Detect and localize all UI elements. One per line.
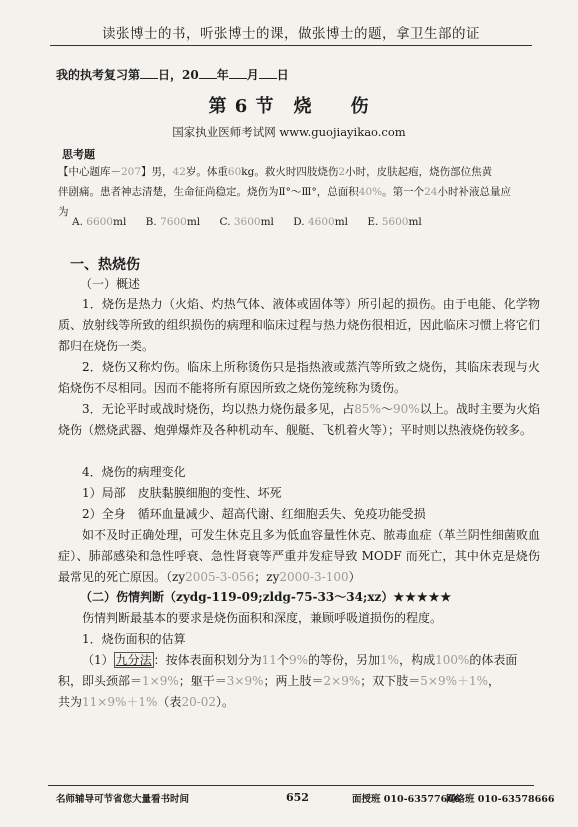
q-text-part: kg。救火时四肢烧伤 <box>241 166 339 178</box>
q-area: 40% <box>358 186 383 198</box>
judge-refs: （zydg-119-09;zldg-75-33～34;xz） <box>164 590 394 604</box>
p8-num: 5×9%＋1% <box>420 674 489 688</box>
p8-num: 1% <box>380 653 400 667</box>
p8-part: 的体表面 <box>469 653 518 667</box>
paragraph-4-local: 1）局部 皮肤黏膜细胞的变性、坏死 <box>82 486 282 500</box>
paragraph-1: 1．烧伤是热力（火焰、灼热气体、液体或固体等）所引起的损伤。由于电能、化学物质、放射线等所致的组织损伤的病理和临床过程与热力烧伤很相近，因此临床习惯上将它们都归在烧伤一类。 <box>58 297 540 353</box>
paragraph-2: 2．烧伤又称灼伤。临床上所称烫伤只是指热液或蒸汽等所致之烧伤，其临床表现与火焰烧伤不尽相同。因而不能将所有原因所致之烧伤笼统称为烫伤。 <box>58 360 540 395</box>
p5-part: ；zy <box>254 570 280 584</box>
p5-ref1: 2005-3-056 <box>185 570 255 584</box>
study-text-5: 日 <box>276 68 289 82</box>
q-first-hours: 24 <box>424 186 438 198</box>
p8-part: 共为 <box>58 695 83 709</box>
q-text-part: 为 <box>58 206 69 218</box>
study-text-1: 我的执考复习第 <box>56 68 141 82</box>
blank-month <box>229 68 247 79</box>
paragraph-7: 1．烧伤面积的估算 <box>82 632 186 646</box>
q-text-part: 】男， <box>141 166 173 178</box>
q-text-part: 。第一个 <box>382 186 425 198</box>
study-text-2: 日，20 <box>158 68 199 82</box>
question-text <box>58 162 538 222</box>
site-line: 国家执业医师考试网 www.guojiayikao.com <box>172 125 406 139</box>
q-text-part: 伴剧痛。患者神志清楚，生命征尚稳定。烧伤为Ⅱ°～Ⅲ°，总面积 <box>58 186 359 198</box>
p8-part: 的等份，另加 <box>308 653 381 667</box>
heading-thermal-burns: 一、热烧伤 <box>70 257 140 273</box>
paragraph-4: 4．烧伤的病理变化 <box>82 465 186 479</box>
footer-phone-online: 网络班 010-63578666 <box>446 794 555 805</box>
p3-pct2: 90% <box>393 402 420 416</box>
q-text-part: 小时补液总量应 <box>437 186 511 198</box>
paragraph-4-systemic: 2）全身 循环血量减少、超高代谢、红细胞丢失、免疫功能受损 <box>82 507 426 521</box>
paragraph-8-line-2 <box>58 671 540 692</box>
q-text-part: 小时，皮肤起疱，烧伤部位焦黄 <box>345 166 493 178</box>
paragraph-6: 伤情判断最基本的要求是烧伤面积和深度，兼顾呼吸道损伤的程度。 <box>82 611 443 625</box>
p8-num: 2×9% <box>323 674 361 688</box>
p8-num: 1×9% <box>142 674 179 688</box>
page-number: 652 <box>286 791 309 804</box>
p8-part: （表 <box>157 695 182 709</box>
p8-num: 9% <box>288 653 309 667</box>
p8-part: ，构成 <box>399 653 436 667</box>
option-a[interactable]: A. 6600ml <box>72 216 127 228</box>
option-d[interactable]: D. 4600ml <box>293 216 349 228</box>
p8-part: ；躯干＝ <box>178 674 227 688</box>
blank-year <box>199 68 217 79</box>
q-text-part: 岁。体重 <box>185 166 228 178</box>
importance-stars: ★★★★★ <box>393 590 453 604</box>
footer-phone-inperson: 面授班 010-63577666 <box>352 794 461 805</box>
blank-day-number <box>140 68 158 79</box>
p8-part: ）。 <box>216 695 235 709</box>
q-hours: 2 <box>338 166 346 178</box>
header-rule <box>50 45 532 46</box>
q-text-part: 【中心题库－ <box>58 166 121 178</box>
p8-part: ；双下肢＝ <box>360 674 421 688</box>
paragraph-3 <box>58 399 540 441</box>
heading-injury-judgment <box>80 588 452 605</box>
p8-term-rule-of-nines: 九分法 <box>115 653 152 667</box>
footer-rule <box>48 785 534 786</box>
p3-part: 3．无论平时或战时烧伤，均以热力烧伤最多见，占 <box>82 402 355 416</box>
p3-part: 以上。战时主要为火焰烧伤（燃烧武器、炮弹爆炸及各种机动车、舰艇、飞机着火等）；平时则以热液烧伤较多。 <box>58 402 540 437</box>
q-age: 42 <box>172 166 186 178</box>
question-label: 思考题 <box>62 148 95 161</box>
p3-pct1: 85% <box>354 402 381 416</box>
heading-overview: （一）概述 <box>80 277 141 291</box>
p3-part: ～ <box>380 402 394 416</box>
p8-num: 3×9% <box>226 674 264 688</box>
p8-part: ：按体表面积划分为 <box>153 653 262 667</box>
footer-left: 名师辅导可节省您大量看书时间 <box>56 794 190 805</box>
study-text-4: 月 <box>246 68 259 82</box>
p8-part: ， <box>488 674 501 688</box>
paragraph-5 <box>58 525 540 588</box>
study-text-3: 年 <box>216 68 229 82</box>
q-weight: 60 <box>227 166 242 178</box>
paragraph-8 <box>58 650 540 671</box>
blank-day <box>259 68 277 79</box>
section-title: 第 6 节 烧 伤 <box>208 96 370 117</box>
q-id: 207 <box>121 166 142 178</box>
option-b[interactable]: B. 7600ml <box>145 216 201 228</box>
p8-num: 11 <box>261 653 277 667</box>
paragraph-8-line-3 <box>58 692 540 713</box>
p8-num: 100% <box>435 653 470 667</box>
study-record-line <box>56 66 289 83</box>
header-slogan: 读张博士的书，听张博士的课，做张博士的题，拿卫生部的证 <box>102 26 480 42</box>
p8-num: 20-02 <box>181 695 217 709</box>
option-c[interactable]: C. 3600ml <box>219 216 274 228</box>
p5-part: ） <box>348 570 361 584</box>
p8-part: 积，即头颈部＝ <box>58 674 143 688</box>
p8-part: 个 <box>276 653 289 667</box>
p8-part: （1） <box>82 653 114 667</box>
p8-num: 11×9%＋1% <box>82 695 158 709</box>
judge-title: （二）伤情判断 <box>80 590 165 604</box>
p5-part: 如不及时正确处理，可发生休克且多为低血容量性休克、脓毒血症（革兰阴性细菌败血症）、肺部感染和急性呼衰、急性肾衰等严重并发症导致 MODF 而死亡，其中休克是烧伤最常见的死亡原因。（zy <box>58 528 540 584</box>
answer-options <box>72 216 438 228</box>
p5-ref2: 2000-3-100 <box>279 570 349 584</box>
p8-part: ；两上肢＝ <box>263 674 324 688</box>
option-e[interactable]: E. 5600ml <box>367 216 422 228</box>
